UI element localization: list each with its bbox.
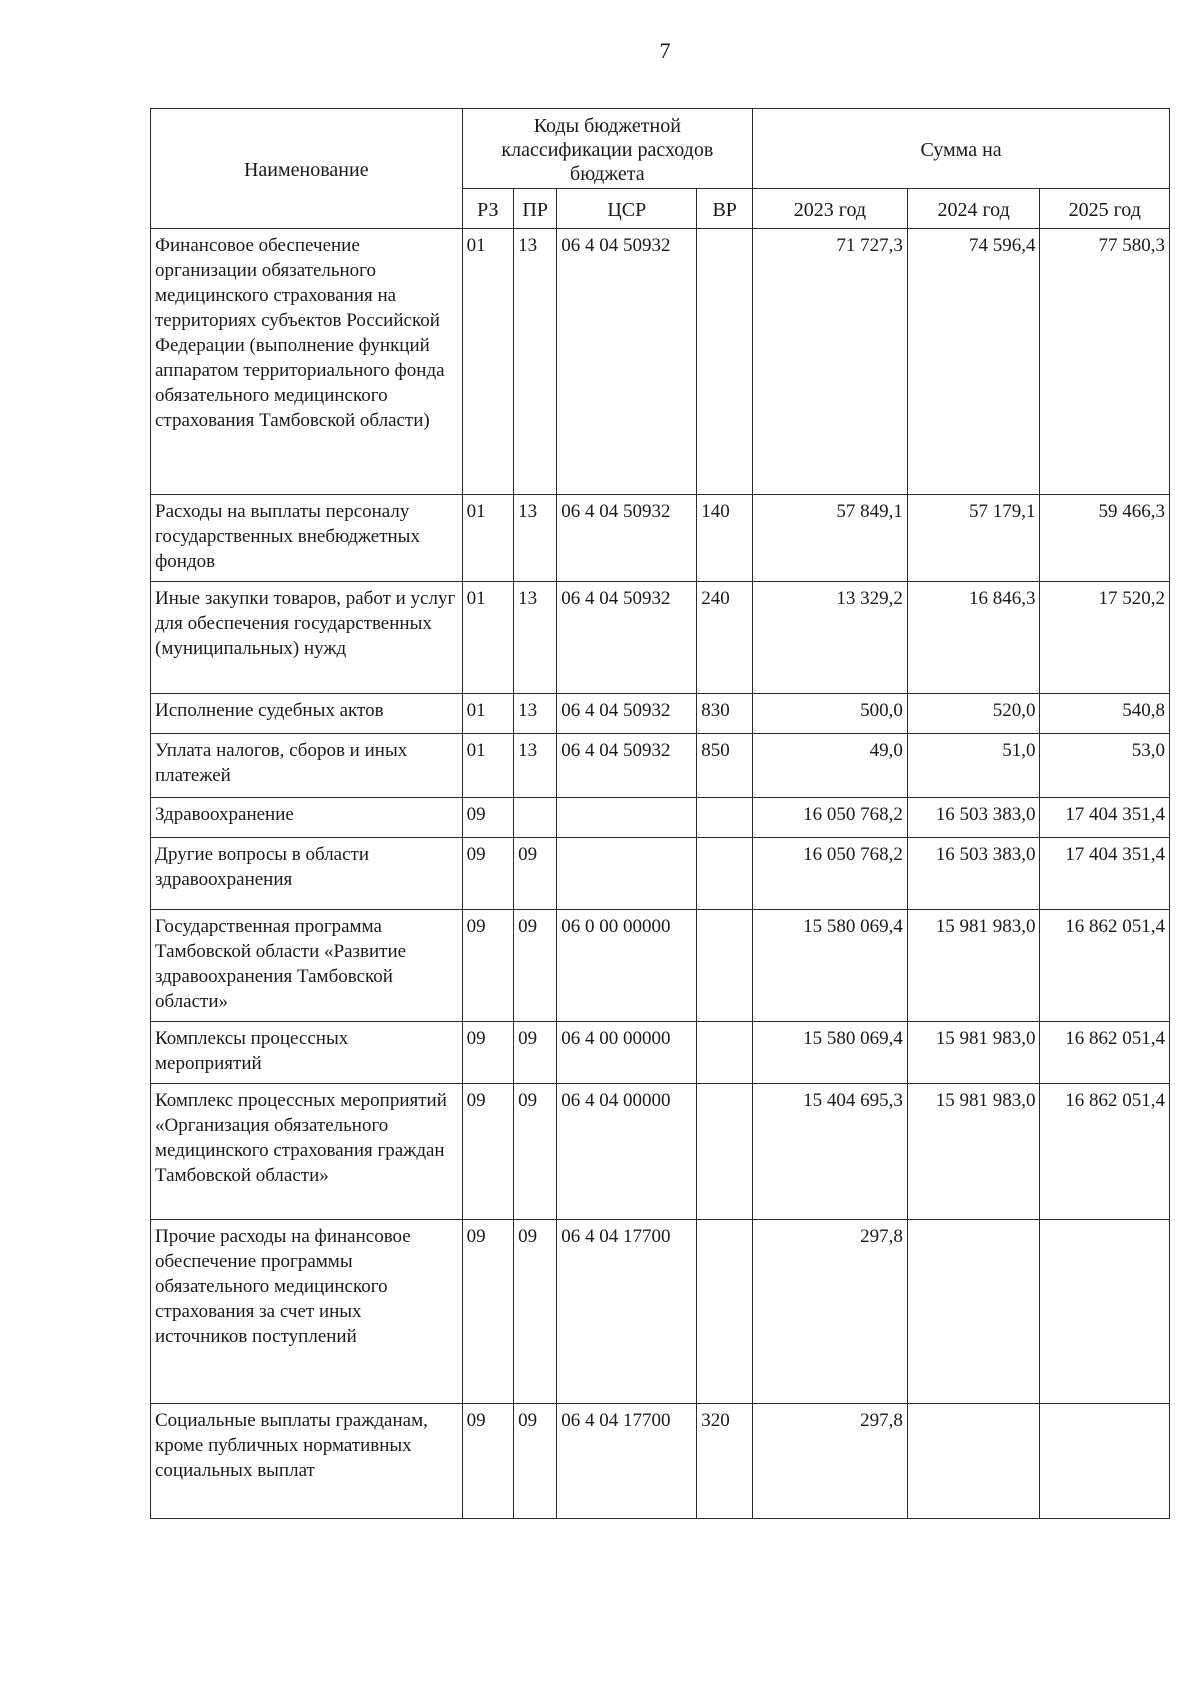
row-pr: 09: [514, 1084, 557, 1220]
table-row: [151, 1404, 1170, 1519]
header-rz: РЗ: [462, 189, 514, 229]
row-2024: 51,0: [907, 734, 1040, 798]
row-vr: [697, 910, 753, 1022]
row-2023: 500,0: [753, 694, 908, 734]
row-vr: 850: [697, 734, 753, 798]
row-pr: 13: [514, 495, 557, 582]
row-csr: 06 4 04 50932: [557, 694, 697, 734]
row-rz: 09: [462, 1084, 514, 1220]
row-2024: 74 596,4: [907, 229, 1040, 495]
row-2023: 15 404 695,3: [753, 1084, 908, 1220]
row-rz: 09: [462, 798, 514, 838]
row-2024: [907, 1404, 1040, 1519]
row-name: Государственная программа Тамбовской области «Развитие здравоохранения Тамбовской области»: [151, 910, 463, 1022]
row-vr: [697, 1022, 753, 1084]
row-rz: 01: [462, 495, 514, 582]
row-name: Финансовое обеспечение организации обязательного медицинского страхования на территориях субъектов Российской Федерации (выполнение функций аппаратом территориального фонда обязательного медицинского страхования Тамбовской области): [151, 229, 463, 495]
row-name: Комплексы процессных мероприятий: [151, 1022, 463, 1084]
row-vr: 320: [697, 1404, 753, 1519]
row-rz: 09: [462, 910, 514, 1022]
header-2025: 2025 год: [1040, 189, 1170, 229]
row-2025: 16 862 051,4: [1040, 1022, 1170, 1084]
row-rz: 09: [462, 838, 514, 910]
row-name: Расходы на выплаты персоналу государственных внебюджетных фондов: [151, 495, 463, 582]
row-csr: 06 4 04 50932: [557, 582, 697, 694]
table-row: [151, 582, 1170, 694]
row-2023: 71 727,3: [753, 229, 908, 495]
row-2023: 13 329,2: [753, 582, 908, 694]
row-2025: 17 404 351,4: [1040, 798, 1170, 838]
row-2024: 520,0: [907, 694, 1040, 734]
row-name: Прочие расходы на финансовое обеспечение программы обязательного медицинского страхования за счет иных источников поступлений: [151, 1220, 463, 1404]
table-row: [151, 838, 1170, 910]
row-pr: 09: [514, 1220, 557, 1404]
table-row: [151, 1084, 1170, 1220]
table-row: [151, 798, 1170, 838]
row-rz: 01: [462, 582, 514, 694]
row-csr: 06 4 04 50932: [557, 229, 697, 495]
row-pr: 13: [514, 694, 557, 734]
table-row: [151, 734, 1170, 798]
row-2023: 297,8: [753, 1404, 908, 1519]
row-2023: 15 580 069,4: [753, 1022, 908, 1084]
row-2025: 17 520,2: [1040, 582, 1170, 694]
budget-table: [150, 108, 1170, 1519]
table-row: [151, 495, 1170, 582]
row-pr: 09: [514, 1022, 557, 1084]
row-2025: 16 862 051,4: [1040, 1084, 1170, 1220]
row-csr: 06 4 04 00000: [557, 1084, 697, 1220]
row-2023: 297,8: [753, 1220, 908, 1404]
row-pr: 09: [514, 838, 557, 910]
row-2025: 16 862 051,4: [1040, 910, 1170, 1022]
row-2024: 15 981 983,0: [907, 1084, 1040, 1220]
row-csr: [557, 838, 697, 910]
row-csr: 06 4 04 50932: [557, 495, 697, 582]
row-2024: 57 179,1: [907, 495, 1040, 582]
header-2024: 2024 год: [907, 189, 1040, 229]
row-name: Комплекс процессных мероприятий «Организация обязательного медицинского страхования граждан Тамбовской области»: [151, 1084, 463, 1220]
row-name: Другие вопросы в области здравоохранения: [151, 838, 463, 910]
row-pr: 09: [514, 910, 557, 1022]
row-vr: [697, 1084, 753, 1220]
row-vr: 140: [697, 495, 753, 582]
row-rz: 09: [462, 1022, 514, 1084]
row-csr: 06 4 00 00000: [557, 1022, 697, 1084]
row-2024: 15 981 983,0: [907, 910, 1040, 1022]
header-2023: 2023 год: [753, 189, 908, 229]
header-vr: ВР: [697, 189, 753, 229]
row-2024: 16 846,3: [907, 582, 1040, 694]
row-pr: 13: [514, 229, 557, 495]
row-vr: [697, 1220, 753, 1404]
row-name: Уплата налогов, сборов и иных платежей: [151, 734, 463, 798]
row-2025: [1040, 1220, 1170, 1404]
row-2025: 17 404 351,4: [1040, 838, 1170, 910]
row-vr: 830: [697, 694, 753, 734]
row-name: Иные закупки товаров, работ и услуг для обеспечения государственных (муниципальных) нужд: [151, 582, 463, 694]
header-name: Наименование: [151, 109, 463, 229]
row-csr: 06 4 04 17700: [557, 1404, 697, 1519]
row-2023: 15 580 069,4: [753, 910, 908, 1022]
row-pr: 13: [514, 582, 557, 694]
row-vr: [697, 798, 753, 838]
row-pr: 13: [514, 734, 557, 798]
row-pr: 09: [514, 1404, 557, 1519]
header-sum-group: Сумма на: [753, 109, 1170, 189]
row-2025: 53,0: [1040, 734, 1170, 798]
row-name: Исполнение судебных актов: [151, 694, 463, 734]
row-name: Социальные выплаты гражданам, кроме публичных нормативных социальных выплат: [151, 1404, 463, 1519]
row-rz: 01: [462, 734, 514, 798]
row-vr: [697, 229, 753, 495]
row-csr: 06 4 04 50932: [557, 734, 697, 798]
row-2023: 49,0: [753, 734, 908, 798]
row-rz: 01: [462, 229, 514, 495]
row-2025: 540,8: [1040, 694, 1170, 734]
header-row-top: [151, 109, 1170, 189]
row-rz: 09: [462, 1404, 514, 1519]
row-csr: 06 0 00 00000: [557, 910, 697, 1022]
header-codes-group: Коды бюджетной классификации расходов бюджета: [462, 109, 753, 189]
row-2024: 16 503 383,0: [907, 838, 1040, 910]
table-row: [151, 1022, 1170, 1084]
table-row: [151, 229, 1170, 495]
table-row: [151, 910, 1170, 1022]
row-2024: 15 981 983,0: [907, 1022, 1040, 1084]
row-2025: 77 580,3: [1040, 229, 1170, 495]
row-2024: [907, 1220, 1040, 1404]
row-pr: [514, 798, 557, 838]
row-2025: [1040, 1404, 1170, 1519]
row-2025: 59 466,3: [1040, 495, 1170, 582]
row-2023: 16 050 768,2: [753, 798, 908, 838]
row-rz: 09: [462, 1220, 514, 1404]
page-number: 7: [659, 38, 671, 63]
row-csr: [557, 798, 697, 838]
row-csr: 06 4 04 17700: [557, 1220, 697, 1404]
header-pr: ПР: [514, 189, 557, 229]
row-2023: 16 050 768,2: [753, 838, 908, 910]
row-name: Здравоохранение: [151, 798, 463, 838]
row-2023: 57 849,1: [753, 495, 908, 582]
row-rz: 01: [462, 694, 514, 734]
table-row: [151, 1220, 1170, 1404]
row-2024: 16 503 383,0: [907, 798, 1040, 838]
row-vr: [697, 838, 753, 910]
table-row: [151, 694, 1170, 734]
row-vr: 240: [697, 582, 753, 694]
header-csr: ЦСР: [557, 189, 697, 229]
